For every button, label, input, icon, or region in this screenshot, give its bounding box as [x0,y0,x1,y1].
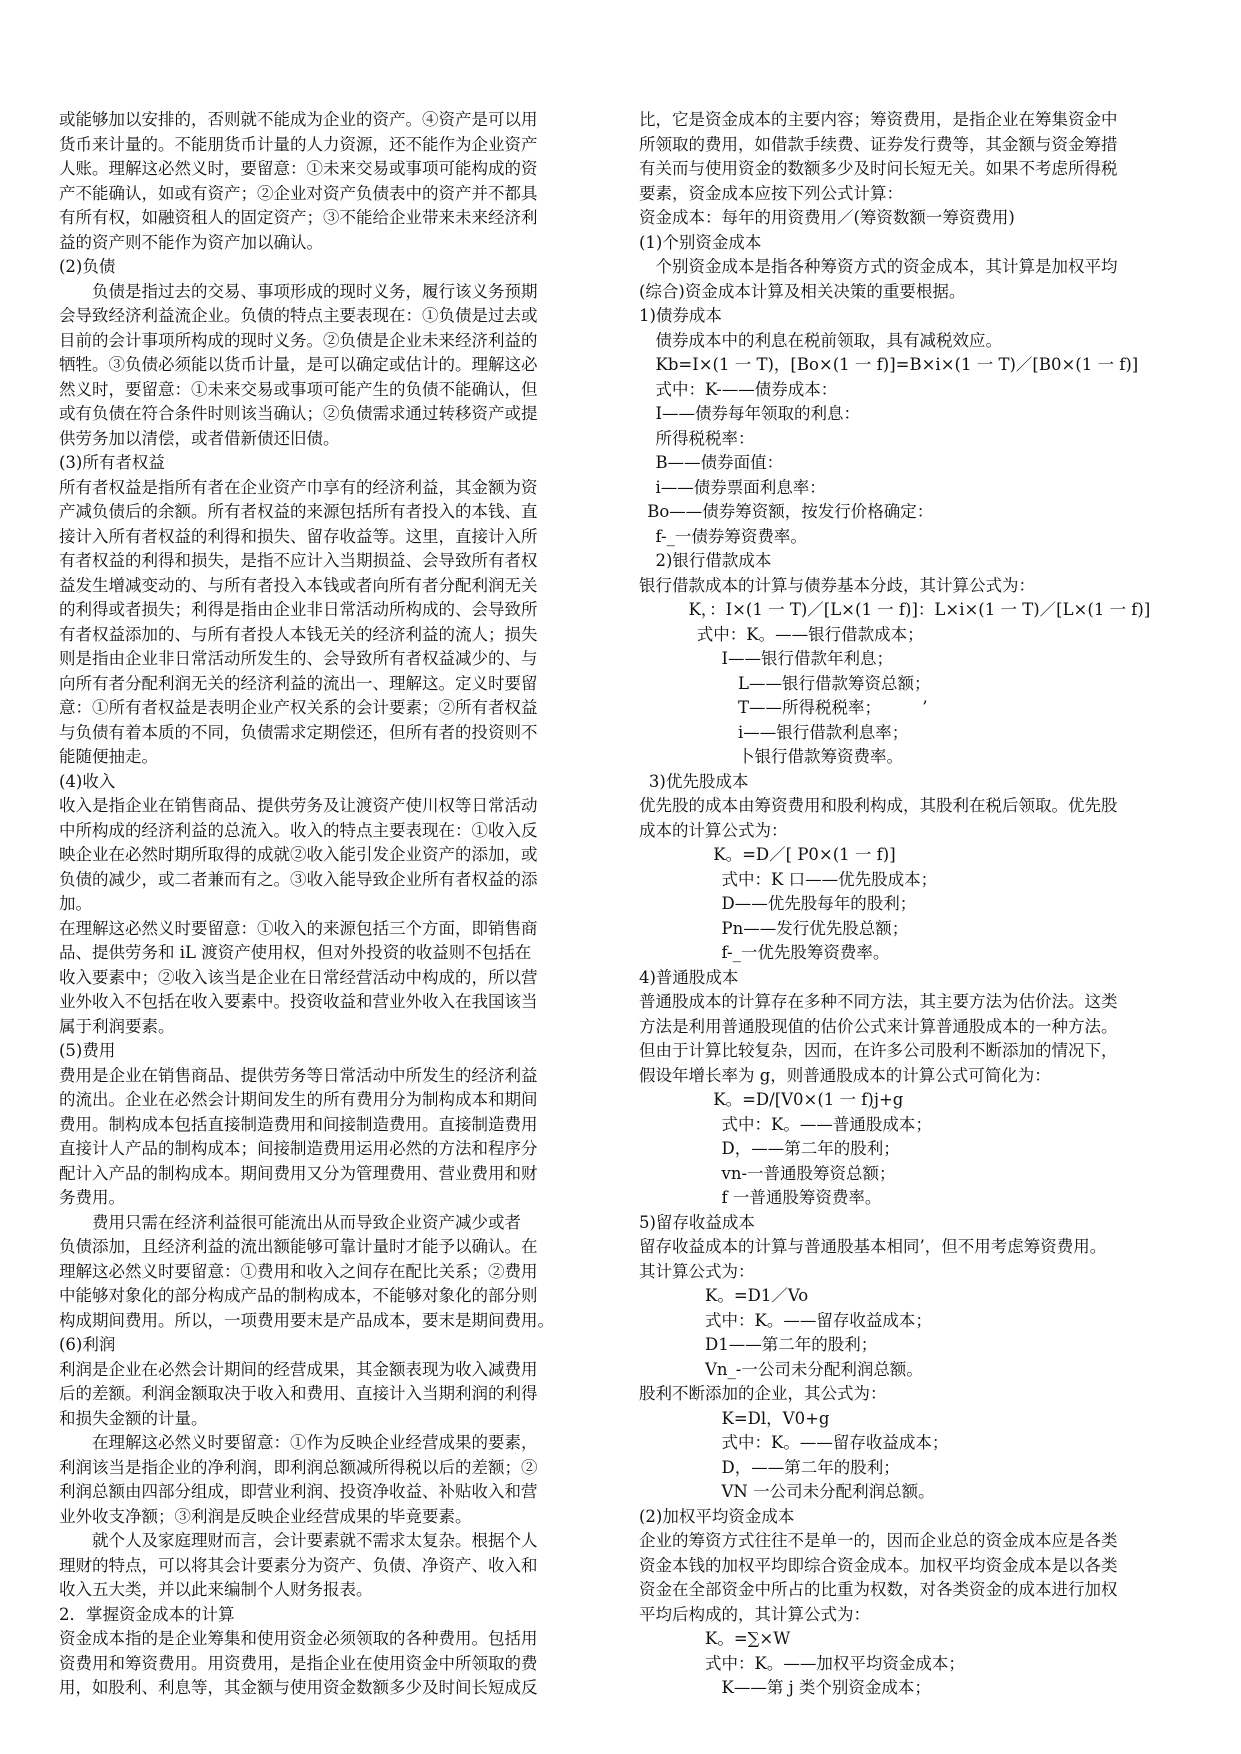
right-text-line: 要素，资金成本应按下列公式计算： [639,183,903,203]
right-text-line: K。=D1／Vo [705,1286,809,1305]
left-text-line: (4)收入 [59,771,116,791]
left-text-line: 中所构成的经济利益的总流入。收入的特点主要表现在：①收入反 [59,820,538,840]
right-text-line: i——银行借款利息率； [738,722,909,742]
left-text-line: 资费用和筹资费用。用资费用，是指企业在使用资金中所领取的费 [59,1653,538,1673]
left-text-line: 益的资产则不能作为资产加以确认。 [59,232,323,252]
right-text-line: 1)债券成本 [639,306,722,325]
left-text-line: 务费用。 [59,1188,125,1207]
left-text-line: 目前的会计事项所构成的现时义务。②负债是企业未来经济利益的 [59,330,538,350]
left-text-line: 负债的减少，或二者兼而有之。③收入能导致企业所有者权益的添 [59,869,538,889]
left-text-line: 接计入所有者权益的利得和损失、留存收益等。这里，直接计入所 [59,526,538,546]
left-text-line: 所有者权益是指所有者在企业资产巾享有的经济利益，其金额为资 [59,477,538,497]
left-text-line: 能随便抽走。 [59,747,158,766]
left-text-line: (5)费用 [59,1041,116,1060]
right-text-line: 优先股的成本由筹资费用和股利构成，其股利在税后领取。优先股 [639,796,1118,815]
right-text-line: 所领取的费用，如借款手续费、证券发行费等，其金额与资金筹措 [639,134,1118,154]
left-text-line: 业外收支净额；③利润是反映企业经营成果的毕竟要素。 [59,1506,472,1526]
left-text-line: 构成期间费用。所以，一项费用要末是产品成本，要末是期间费用。 [59,1310,554,1330]
left-text-line: 或能够加以安排的，否则就不能成为企业的资产。④资产是可以用 [59,110,538,129]
right-text-line: f 一普通股筹资费率。 [721,1188,882,1207]
right-text-line: Pn——发行优先股总额； [721,918,909,938]
left-text-line: 有者权益添加的、与所有者投人本钱无关的经济利益的流人；损失 [59,624,538,644]
right-text-line: (2)加权平均资金成本 [639,1506,795,1526]
left-text-line: 资金成本指的是企业筹集和使用资金必须领取的各种费用。包括用 [59,1629,538,1648]
left-text-line: 向所有者分配利润无关的经济利益的流出一、理解这。定义时要留 [59,673,538,693]
left-text-line: 则是指由企业非日常活动所发生的、会导致所有者权益减少的、与 [59,649,538,668]
left-text-line: 有所有权，如融资租人的固定资产；③不能给企业带来未来经济利 [59,208,538,227]
right-text-line: 有关而与使用资金的数额多少及时问长短无关。如果不考虑所得税 [639,159,1118,178]
right-text-line: Vn_-一公司未分配利润总额。 [705,1359,923,1379]
right-text-line: K。=D／[ P0×(1 一 f)] [713,845,896,864]
right-column [639,108,1199,1701]
right-text-line: f-_一债券筹资费率。 [655,526,807,546]
left-text-line: (6)利润 [59,1335,116,1354]
left-text-line: 属于利润要素。 [59,1016,175,1036]
right-text-line: 普通股成本的计算存在多种不同方法，其主要方法为估价法。这类 [639,992,1118,1011]
right-text-line: 5)留存收益成本 [639,1212,755,1232]
right-text-line: 资金成本：每年的用资费用／(筹资数额一筹资费用) [639,208,1015,227]
left-text-line: 收入五大类，并以此来编制个人财务报表。 [59,1580,373,1599]
right-text-line: 个别资金成本是指各种筹资方式的资金成本，其计算是加权平均 [655,257,1118,276]
left-text-line: 直接计人产品的制构成本；间接制造费用运用必然的方法和程序分 [59,1139,538,1158]
left-text-line: 货币来计量的。不能朋货币计量的人力资源，还不能作为企业资产 [59,134,538,154]
right-text-line: 比，它是资金成本的主要内容；筹资费用，是指企业在筹集资金中 [639,110,1118,129]
left-text-line: 后的差额。利润金额取决于收入和费用、直接计入当期利润的利得 [59,1384,538,1403]
right-text-line: K——第 j 类个别资金成本； [721,1678,931,1697]
left-text-line: 在理解这必然义时要留意：①作为反映企业经营成果的要素， [92,1433,538,1452]
right-text-line: (1)个别资金成本 [639,232,762,252]
left-text-line: 理财的特点，可以将其会计要素分为资产、负债、净资产、收入和 [59,1555,538,1575]
right-text-line: 式中：K。——留存收益成本； [721,1433,949,1452]
left-text-line: (3)所有者权益 [59,453,165,472]
right-text-line: 假设年增长率为 g，则普通股成本的计算公式可简化为： [639,1065,1051,1085]
left-text-line: 或有负债在符合条件时则该当确认；②负债需求通过转移资产或提 [59,404,538,423]
right-text-line: K，：I×(1 一 T)／[L×(1 一 f)]：L×i×(1 一 T)／[L×(1 一 f)] [688,600,1151,619]
left-text-line: 费用只需在经济利益很可能流出从而导致企业资产减少或者 [92,1212,521,1232]
right-text-line: 平均后构成的，其计算公式为： [639,1604,870,1624]
right-text-line: Kb=I×(1 一 T)，[Bo×(1 一 f)]=B×i×(1 一 T)／[B0×(1 一 f)] [655,355,1139,374]
right-text-line: 式中：K。——普通股成本； [721,1114,932,1134]
left-text-line: 品、提供劳务和 iL 渡资产使用权，但对外投资的收益则不包括在 [59,943,532,962]
left-text-line: 产减负债后的余额。所有者权益的来源包括所有者投入的本钱、直 [59,502,538,521]
left-text-line: 收入是指企业在销售商品、提供劳务及让渡资产使川权等日常活动 [59,796,538,815]
left-text-line: 利润是企业在必然会计期间的经营成果，其金额表现为收入减费用 [59,1359,538,1379]
left-text-line: 利润该当是指企业的净利润，即利润总额减所得税以后的差额；② [59,1457,538,1477]
right-text-line: 方法是利用普通股现值的估价公式来计算普通股成本的一种方法。 [639,1016,1118,1036]
right-text-line: K=Dl，V0+g [721,1408,830,1428]
left-text-line: 意：①所有者权益是表明企业产权关系的会计要素；②所有者权益 [59,698,538,717]
right-text-line: 式中：K。——银行借款成本； [696,624,924,644]
left-text-line: 中能够对象化的部分构成产品的制构成本，不能够对象化的部分则 [59,1286,538,1305]
right-text-line: 2)银行借款成本 [655,551,772,570]
right-text-line: 银行借款成本的计算与债券基本分歧，其计算公式为： [639,575,1035,595]
left-text-line: 费用。制构成本包括直接制造费用和间接制造费用。直接制造费用 [59,1114,538,1134]
left-text-line: 加。 [59,894,92,913]
right-text-line: L——银行借款筹资总额； [738,673,931,693]
right-text-line: K。=D/[V0×(1 一 f)j+g [713,1090,904,1109]
right-text-line: f-_一优先股筹资费率。 [721,943,890,962]
left-text-line: 负债是指过去的交易、事项形成的现时义务，履行该义务预期 [92,281,538,301]
right-text-line: Bo——债券筹资额，按发行价格确定： [647,502,934,521]
left-text-line: 然义时，要留意：①未来交易或事项可能产生的负债不能确认，但 [59,379,538,399]
left-text-line: 理解这必然义时要留意：①费用和收入之间存在配比关系；②费用 [59,1261,538,1281]
right-text-line: I——银行借款年利息； [721,649,894,668]
right-text-line: 4)普通股成本 [639,967,739,987]
right-text-line: 资金在全部资金中所占的比重为权数，对各类资金的成本进行加权 [639,1580,1118,1599]
left-text-line: 配计入产品的制构成本。期间费用又分为管理费用、营业费用和财 [59,1163,538,1183]
right-text-line: B——债券面值： [655,453,784,472]
left-text-line: 人账。理解这必然义时，要留意：①未来交易或事项可能构成的资 [59,159,538,178]
left-text-line: 负债添加，且经济利益的流出额能够可靠计量时才能予以确认。在 [59,1237,538,1256]
right-text-line: 资金本钱的加权平均即综合资金成本。加权平均资金成本是以各类 [639,1555,1118,1575]
left-text-line: 与负债有着本质的不同，负债需求定期偿还，但所有者的投资则不 [59,722,538,742]
right-text-line: 卜银行借款筹资费率。 [738,747,903,766]
right-text-line: K。=∑×W [705,1629,791,1648]
right-text-line: 留存收益成本的计算与普通股基本相同’，但不用考虑筹资费用。 [639,1237,1107,1256]
left-text-line: 映企业在必然时期所取得的成就②收入能引发企业资产的添加，或 [59,845,538,864]
right-text-line: 所得税税率： [655,428,755,448]
left-text-line: 牺牲。③负债必须能以货币计量，是可以确定或估计的。理解这必 [59,355,538,374]
right-text-line: vn-一普通股筹资总额； [721,1163,896,1183]
right-text-line: D，——第二年的股利； [721,1139,900,1158]
left-text-line: 费用是企业在销售商品、提供劳务等日常活动中所发生的经济利益 [59,1065,538,1085]
left-text-line: 有者权益的利得和损失，是指不应计入当期损益、会导致所有者权 [59,551,538,570]
left-text-line: 用，如股利、利息等，其金额与使用资金数额多少及时间长短成反 [59,1678,538,1697]
right-text-line: 企业的筹资方式往往不是单一的，因而企业总的资金成本应是各类 [639,1531,1118,1550]
left-text-line: 供劳务加以清偿，或者借新债还旧债。 [59,428,340,448]
right-text-line: 其计算公式为： [639,1261,755,1281]
right-text-line: 债券成本中的利息在税前领取，具有减税效应。 [655,330,1002,350]
left-text-line: (2)负债 [59,257,116,276]
right-text-line: 3)优先股成本 [648,771,749,791]
left-text-line: 产不能确认，如或有资产；②企业对资产负债表中的资产并不都具 [59,183,538,203]
right-text-line: 式中：K。——留存收益成本； [705,1310,932,1330]
left-text-line: 利润总额由四部分组成，即营业利润、投资净收益、补贴收入和营 [59,1482,538,1501]
right-text-line: i——债券票面利息率： [655,477,826,497]
left-text-line: 和损失金额的计量。 [59,1408,208,1428]
left-text-line: 会导致经济利益流企业。负债的特点主要表现在：①负债是过去或 [59,306,538,325]
right-text-line: 式中：K 口——优先股成本； [721,869,938,889]
left-text-line: 益发生增减变动的、与所有者投入本钱或者向所有者分配利润无关 [59,575,538,595]
right-text-line: I——债券每年领取的利息： [655,404,861,423]
left-text-line: 的利得或者损失；利得是指由企业非日常活动所构成的、会导致所 [59,600,538,619]
right-text-line: T——所得税税率； ’ [738,698,928,717]
left-text-line: 收入要素中；②收入该当是企业在日常经营活动中构成的，所以营 [59,967,538,987]
right-text-line: D——优先股每年的股利； [721,894,917,913]
right-text-line: 成本的计算公式为： [639,820,788,840]
right-text-line: (综合)资金成本计算及相关决策的重要根据。 [639,281,966,301]
right-text-line: 式中：K-——债券成本： [655,379,838,399]
left-column [59,108,594,1701]
right-text-line: 式中：K。——加权平均资金成本； [705,1653,965,1673]
right-text-line: 但由于计算比较复杂，因而，在许多公司股利不断添加的情况下， [639,1041,1118,1060]
right-text-line: D，——第二年的股利； [721,1457,900,1477]
left-text-line: 就个人及家庭理财而言，会计要素就不需求太复杂。根据个人 [92,1531,538,1550]
left-text-line: 2．掌握资金成本的计算 [59,1604,235,1624]
left-text-line: 的流出。企业在必然会计期间发生的所有费用分为制构成本和期间 [59,1090,538,1109]
right-text-line: VN 一公司未分配利润总额。 [721,1482,935,1501]
right-text-line: 股利不断添加的企业，其公式为： [639,1384,887,1403]
left-text-line: 业外收入不包括在收入要素中。投资收益和营业外收入在我国该当 [59,992,538,1011]
left-text-line: 在理解这必然义时要留意：①收入的来源包括三个方面，即销售商 [59,918,538,938]
right-text-line: D1——第二年的股利； [705,1335,878,1354]
